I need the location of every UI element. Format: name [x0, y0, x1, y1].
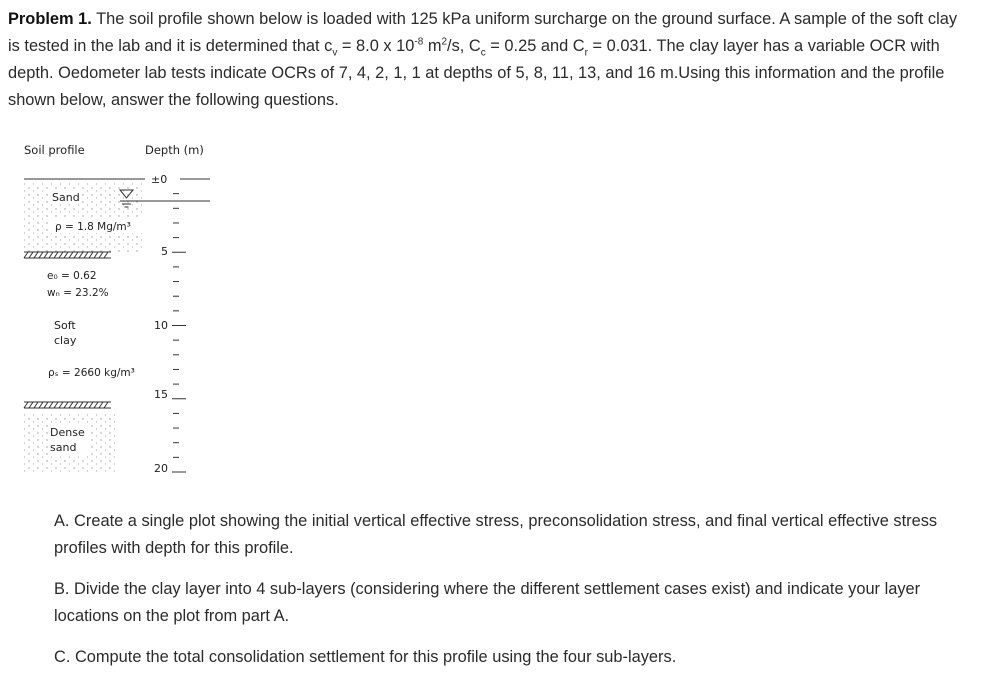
depth-tick-label-20: 20 [154, 462, 168, 475]
zero-depth-label: ±0 [151, 173, 168, 186]
problem-text-1: The soil profile shown below is loaded with 125 kPa uniform surcharge on the ground surface. A sample of the soft clay is tested in the lab and it is determined that c [8, 10, 958, 55]
question-a: A. Create a single plot showing the initial vertical effective stress, preconsolidation stress, and final vertical effective stress profiles with depth for this profile. [54, 512, 938, 557]
clay-label-line2: clay [54, 334, 77, 347]
problem-text-2: = 8.0 x 10 [337, 37, 415, 55]
problem-heading: Problem 1. [8, 10, 92, 28]
depth-tick-label-10: 10 [154, 319, 168, 332]
problem-text-5: = 0.25 and C [485, 37, 585, 55]
cv-subscript: v [332, 47, 338, 59]
depth-tick-label-5: 5 [161, 245, 168, 258]
m2-superscript: 2 [441, 36, 448, 48]
question-b: B. Divide the clay layer into 4 sub-layers (considering where the different settlement cases exist) and indicate your layer locations on the plot from part A. [54, 580, 921, 625]
depth-tick-label-15: 15 [154, 388, 168, 401]
sand-layer [24, 182, 142, 252]
sand-clay-boundary-hatch [24, 252, 111, 258]
void-ratio: e₀ = 0.62 [47, 270, 97, 282]
cc-subscript: c [480, 47, 486, 59]
clay-dense-sand-boundary-hatch [24, 402, 111, 408]
problem-text-3: m [423, 37, 442, 55]
solids-density: ρₛ = 2660 kg/m³ [48, 367, 135, 379]
problem-text-4: /s, C [447, 37, 481, 55]
cr-subscript: r [584, 47, 588, 59]
sand-density: ρ = 1.8 Mg/m³ [55, 221, 131, 233]
question-c: C. Compute the total consolidation settlement for this profile using the four sub-layers. [54, 648, 677, 666]
dense-sand-label-line2: sand [50, 441, 77, 454]
water-content: wₙ = 23.2% [47, 287, 109, 299]
dense-sand-label-line1: Dense [50, 426, 85, 439]
soil-profile-figure [0, 130, 260, 490]
clay-label-line1: Soft [54, 319, 76, 332]
questions [54, 508, 954, 685]
sand-label: Sand [52, 191, 80, 204]
problem-text-6: = 0.031. The clay layer has a variable OCR with depth. Oedometer lab tests indicate OCRs of 7, 4, 2, 1, 1 at depths of 5, 8, 11, 13, and 16 m.Using this information and the profile shown below, answer the following questions. [8, 37, 945, 109]
depth-axis [172, 194, 186, 472]
exponent-superscript: -8 [414, 36, 424, 48]
soil-profile-label: Soil profile [24, 143, 85, 157]
depth-label: Depth (m) [145, 143, 204, 157]
problem-statement [8, 6, 968, 114]
